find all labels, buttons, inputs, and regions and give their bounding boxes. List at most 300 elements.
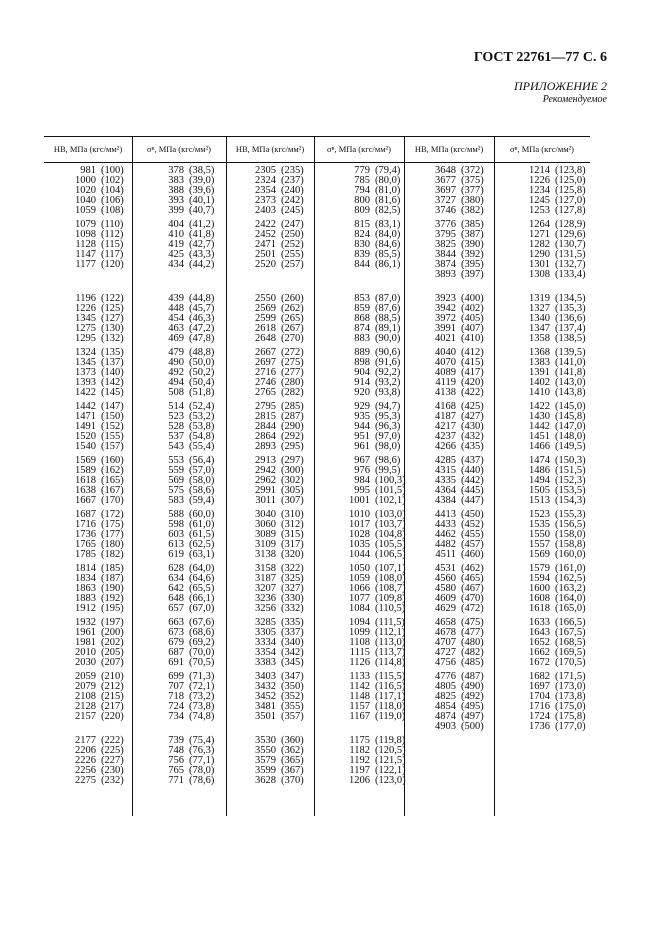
- row-group: [150, 564, 214, 614]
- row-group: [418, 456, 484, 506]
- value-kgf: (78,6): [189, 775, 215, 786]
- value-mpa: 3011: [255, 495, 276, 506]
- value-kgf: (487): [461, 671, 484, 682]
- value-mpa: 628: [168, 563, 184, 574]
- table-cell: [418, 766, 484, 776]
- value-mpa: 553: [168, 455, 184, 466]
- value-kgf: (455): [461, 529, 484, 540]
- column-divider: [314, 136, 315, 816]
- value-kgf: (158,0): [555, 529, 586, 540]
- value-mpa: 839: [354, 249, 370, 260]
- value-mpa: 2765: [255, 387, 276, 398]
- value-mpa: 3746: [435, 205, 456, 216]
- value-kgf: (90,0): [375, 333, 401, 344]
- value-mpa: 1066: [349, 583, 370, 594]
- value-mpa: 1282: [529, 239, 550, 250]
- table-cell: [150, 270, 214, 280]
- value-mpa: 3530: [255, 735, 276, 746]
- value-kgf: (300): [281, 465, 304, 476]
- row-group: [150, 672, 214, 732]
- table-cell: [58, 776, 124, 786]
- value-mpa: 1157: [349, 701, 370, 712]
- value-kgf: (330): [281, 593, 304, 604]
- value-mpa: 393: [168, 195, 184, 206]
- value-kgf: (168,5): [555, 637, 586, 648]
- value-kgf: (175,8): [555, 711, 586, 722]
- value-kgf: (84,6): [375, 239, 401, 250]
- value-mpa: 4237: [435, 431, 456, 442]
- value-mpa: 4285: [435, 455, 456, 466]
- value-mpa: 3648: [435, 165, 456, 176]
- value-kgf: (123,8): [555, 165, 586, 176]
- value-mpa: 1422: [529, 401, 550, 412]
- value-mpa: 4756: [435, 657, 456, 668]
- value-kgf: (120,5): [375, 745, 406, 756]
- value-kgf: (103,7): [375, 519, 406, 530]
- value-kgf: (111,5): [375, 617, 405, 628]
- value-kgf: (277): [281, 367, 304, 378]
- value-mpa: 2844: [255, 421, 276, 432]
- value-mpa: 929: [354, 401, 370, 412]
- value-kgf: (105,5): [375, 539, 406, 550]
- value-mpa: 1451: [529, 431, 550, 442]
- value-mpa: 1716: [529, 701, 550, 712]
- value-mpa: 748: [168, 745, 184, 756]
- value-kgf: (355): [281, 701, 304, 712]
- value-mpa: 1600: [529, 583, 550, 594]
- value-mpa: 1471: [75, 411, 96, 422]
- row-group: [238, 736, 304, 786]
- value-mpa: 4315: [435, 465, 456, 476]
- value-kgf: (345): [281, 657, 304, 668]
- value-mpa: 4629: [435, 603, 456, 614]
- value-kgf: (240): [281, 185, 304, 196]
- value-kgf: (71,3): [189, 671, 215, 682]
- value-kgf: (80,0): [375, 175, 401, 186]
- value-mpa: 1319: [529, 293, 550, 304]
- value-kgf: (380): [461, 195, 484, 206]
- value-kgf: (158,8): [555, 539, 586, 550]
- value-kgf: (131,5): [555, 249, 586, 260]
- value-kgf: (462): [461, 563, 484, 574]
- value-kgf: (317): [281, 539, 304, 550]
- value-kgf: (68,6): [189, 627, 215, 638]
- value-kgf: (70,0): [189, 647, 215, 658]
- page-header: ГОСТ 22761—77 С. 6: [473, 50, 607, 65]
- value-kgf: (50,4): [189, 377, 215, 388]
- value-kgf: (470): [461, 593, 484, 604]
- table-cell: [238, 550, 304, 560]
- value-mpa: 898: [354, 357, 370, 368]
- value-kgf: (312): [281, 519, 304, 530]
- value-kgf: (143,0): [555, 377, 586, 388]
- table-cell: [418, 206, 484, 216]
- value-mpa: 765: [168, 765, 184, 776]
- value-mpa: 378: [168, 165, 184, 176]
- value-mpa: 1513: [529, 495, 550, 506]
- value-mpa: 4874: [435, 711, 456, 722]
- value-mpa: 4168: [435, 401, 456, 412]
- row-group: [238, 348, 304, 398]
- row-group: [238, 294, 304, 344]
- value-kgf: (365): [281, 755, 304, 766]
- value-kgf: (103,0): [375, 509, 406, 520]
- value-mpa: 1059: [75, 205, 96, 216]
- value-mpa: 1040: [75, 195, 96, 206]
- table-cell: [514, 270, 586, 280]
- table-cell: [418, 388, 484, 398]
- value-mpa: 4903: [435, 721, 456, 732]
- value-mpa: 734: [168, 711, 184, 722]
- value-kgf: (113,0): [375, 637, 406, 648]
- value-kgf: (98,0): [375, 441, 401, 452]
- value-mpa: 1391: [529, 367, 550, 378]
- value-mpa: 425: [168, 249, 184, 260]
- row-group: [58, 672, 124, 732]
- row-group: [58, 736, 124, 786]
- value-mpa: 434: [168, 259, 184, 270]
- value-kgf: (81,6): [375, 195, 401, 206]
- value-kgf: (58,6): [189, 485, 215, 496]
- table-cell: [336, 722, 406, 732]
- table-cell: [150, 776, 214, 786]
- value-mpa: 454: [168, 313, 184, 324]
- value-kgf: (138,5): [555, 333, 586, 344]
- row-group: [150, 220, 214, 280]
- value-mpa: 844: [354, 259, 370, 270]
- value-mpa: 3403: [255, 671, 276, 682]
- value-kgf: (230): [101, 765, 124, 776]
- value-kgf: (58,0): [189, 475, 215, 486]
- value-kgf: (242): [281, 195, 304, 206]
- row-group: [150, 166, 214, 216]
- value-mpa: 1345: [75, 357, 96, 368]
- table-cell: [514, 550, 586, 560]
- value-mpa: 800: [354, 195, 370, 206]
- value-kgf: (347): [281, 671, 304, 682]
- value-kgf: (350): [281, 681, 304, 692]
- row-group: [238, 402, 304, 452]
- value-kgf: (121,5): [375, 755, 406, 766]
- row-group: [514, 618, 586, 668]
- table-cell: [58, 722, 124, 732]
- value-mpa: 935: [354, 411, 370, 422]
- table-cell: [514, 756, 586, 766]
- row-group: [58, 294, 124, 344]
- row-group: [336, 166, 406, 216]
- value-mpa: 1932: [75, 617, 96, 628]
- value-mpa: 1327: [529, 303, 550, 314]
- value-mpa: 3236: [255, 593, 276, 604]
- value-kgf: (167): [101, 485, 124, 496]
- value-kgf: (440): [461, 465, 484, 476]
- value-kgf: (47,2): [189, 323, 215, 334]
- value-kgf: (123,0): [375, 775, 406, 786]
- value-kgf: (56,4): [189, 455, 215, 466]
- value-kgf: (145,0): [555, 401, 586, 412]
- value-mpa: 4531: [435, 563, 456, 574]
- value-kgf: (110,5): [375, 603, 406, 614]
- value-mpa: 3923: [435, 293, 456, 304]
- value-kgf: (500): [461, 721, 484, 732]
- value-kgf: (175): [101, 519, 124, 530]
- value-kgf: (77,1): [189, 755, 215, 766]
- value-kgf: (262): [281, 303, 304, 314]
- value-mpa: 3874: [435, 259, 456, 270]
- value-mpa: 1550: [529, 529, 550, 540]
- value-kgf: (87,6): [375, 303, 401, 314]
- row-group: [58, 456, 124, 506]
- value-mpa: 3501: [255, 711, 276, 722]
- value-kgf: (227): [101, 755, 124, 766]
- row-group: [418, 672, 484, 732]
- value-mpa: 1044: [349, 549, 370, 560]
- value-mpa: 707: [168, 681, 184, 692]
- table-cell: [418, 550, 484, 560]
- value-kgf: (62,5): [189, 539, 215, 550]
- value-mpa: 1226: [529, 175, 550, 186]
- row-group: [514, 510, 586, 560]
- value-mpa: 1410: [529, 387, 550, 398]
- value-kgf: (162): [101, 465, 124, 476]
- value-mpa: 4580: [435, 583, 456, 594]
- value-mpa: 1736: [529, 721, 550, 732]
- value-kgf: (125,0): [555, 175, 586, 186]
- value-mpa: 718: [168, 691, 184, 702]
- table-cell: [150, 442, 214, 452]
- value-mpa: 1084: [349, 603, 370, 614]
- table-cell: [514, 496, 586, 506]
- value-kgf: (275): [281, 357, 304, 368]
- value-kgf: (161,0): [555, 563, 586, 574]
- value-kgf: (151,5): [555, 465, 586, 476]
- value-mpa: 1697: [529, 681, 550, 692]
- value-kgf: (87,0): [375, 293, 401, 304]
- value-mpa: 1226: [75, 303, 96, 314]
- value-mpa: 1275: [75, 323, 96, 334]
- value-kgf: (64,0): [189, 563, 215, 574]
- value-kgf: (185): [101, 563, 124, 574]
- value-kgf: (54,8): [189, 431, 215, 442]
- row-group: [514, 402, 586, 452]
- value-kgf: (112): [101, 229, 124, 240]
- table-cell: [238, 270, 304, 280]
- row-group: [150, 294, 214, 344]
- value-kgf: (402): [461, 303, 484, 314]
- value-kgf: (442): [461, 475, 484, 486]
- table-cell: [336, 776, 406, 786]
- value-kgf: (217): [101, 701, 124, 712]
- value-kgf: (129,6): [555, 229, 586, 240]
- value-kgf: (120): [101, 259, 124, 270]
- value-mpa: 4187: [435, 411, 456, 422]
- value-kgf: (265): [281, 313, 304, 324]
- value-kgf: (130): [101, 323, 124, 334]
- value-mpa: 4825: [435, 691, 456, 702]
- value-kgf: (115): [101, 239, 124, 250]
- table-cell: [238, 496, 304, 506]
- table-cell: [418, 776, 484, 786]
- table-cell: [58, 496, 124, 506]
- value-mpa: 1206: [349, 775, 370, 786]
- value-mpa: 1324: [75, 347, 96, 358]
- table-cell: [238, 604, 304, 614]
- value-mpa: 2648: [255, 333, 276, 344]
- value-kgf: (322): [281, 563, 304, 574]
- value-mpa: 1834: [75, 573, 96, 584]
- value-kgf: (48,8): [189, 347, 215, 358]
- row-group: [418, 510, 484, 560]
- table-cell: [418, 746, 484, 756]
- value-mpa: 543: [168, 441, 184, 452]
- value-mpa: 1643: [529, 627, 550, 638]
- value-kgf: (445): [461, 485, 484, 496]
- value-kgf: (63,1): [189, 549, 215, 560]
- value-mpa: 383: [168, 175, 184, 186]
- value-mpa: 859: [354, 303, 370, 314]
- value-mpa: 3825: [435, 239, 456, 250]
- value-kgf: (66,1): [189, 593, 215, 604]
- table-cell: [336, 550, 406, 560]
- value-mpa: 2991: [255, 485, 276, 496]
- table-cell: [150, 722, 214, 732]
- value-kgf: (100,3): [375, 475, 406, 486]
- value-mpa: 1814: [75, 563, 96, 574]
- value-mpa: 1358: [529, 333, 550, 344]
- column-header: σ в , МПа (кгс/мм²): [510, 144, 574, 154]
- value-mpa: 1608: [529, 593, 550, 604]
- table-cell: [238, 260, 304, 270]
- value-kgf: (430): [461, 421, 484, 432]
- value-kgf: (64,6): [189, 573, 215, 584]
- value-mpa: 815: [354, 219, 370, 230]
- value-kgf: (70,5): [189, 657, 215, 668]
- value-mpa: 1682: [529, 671, 550, 682]
- row-group: [418, 294, 484, 344]
- value-mpa: 492: [168, 367, 184, 378]
- value-mpa: 1535: [529, 519, 550, 530]
- value-mpa: 1167: [349, 711, 370, 722]
- column-header: НВ, МПа (кгс/мм²): [235, 144, 305, 154]
- value-kgf: (180): [101, 539, 124, 550]
- value-mpa: 4217: [435, 421, 456, 432]
- value-kgf: (44,2): [189, 259, 215, 270]
- column-header: σ в , МПа (кгс/мм²): [327, 144, 391, 154]
- column-header: σ в , МПа (кгс/мм²): [147, 144, 211, 154]
- value-kgf: (147,0): [555, 421, 586, 432]
- value-kgf: (69,2): [189, 637, 215, 648]
- row-group: [238, 166, 304, 216]
- value-kgf: (102): [101, 175, 124, 186]
- value-mpa: 1301: [529, 259, 550, 270]
- value-kgf: (106,5): [375, 549, 406, 560]
- value-mpa: 4335: [435, 475, 456, 486]
- value-mpa: 1017: [349, 519, 370, 530]
- row-group: [418, 402, 484, 452]
- value-kgf: (140): [101, 367, 124, 378]
- value-mpa: 2226: [75, 755, 96, 766]
- value-kgf: (150,3): [555, 455, 586, 466]
- value-kgf: (61,0): [189, 519, 215, 530]
- value-mpa: 1393: [75, 377, 96, 388]
- value-mpa: 1430: [529, 411, 550, 422]
- value-kgf: (187): [101, 573, 124, 584]
- value-kgf: (117,1): [375, 691, 406, 702]
- row-group: [238, 510, 304, 560]
- value-kgf: (397): [461, 269, 484, 280]
- value-kgf: (452): [461, 519, 484, 530]
- value-mpa: 3109: [255, 539, 276, 550]
- value-kgf: (53,2): [189, 411, 215, 422]
- value-kgf: (53,8): [189, 421, 215, 432]
- table-cell: [514, 736, 586, 746]
- value-kgf: (60,0): [189, 509, 215, 520]
- table-cell: [418, 604, 484, 614]
- value-kgf: (116,5): [375, 681, 406, 692]
- value-mpa: 2010: [75, 647, 96, 658]
- value-kgf: (96,3): [375, 421, 401, 432]
- row-group: [336, 672, 406, 732]
- value-mpa: 2059: [75, 671, 96, 682]
- value-kgf: (145,8): [555, 411, 586, 422]
- value-mpa: 3187: [255, 573, 276, 584]
- value-mpa: 699: [168, 671, 184, 682]
- table-cell: [238, 206, 304, 216]
- table-cell: [58, 658, 124, 668]
- value-kgf: (97,0): [375, 431, 401, 442]
- value-mpa: 1618: [529, 603, 550, 614]
- column-header: НВ, МПа (кгс/мм²): [53, 144, 123, 154]
- value-mpa: 1115: [349, 647, 370, 658]
- value-mpa: 2697: [255, 357, 276, 368]
- value-kgf: (40,7): [189, 205, 215, 216]
- value-mpa: 588: [168, 509, 184, 520]
- row-group: [58, 618, 124, 668]
- value-kgf: (260): [281, 293, 304, 304]
- value-mpa: 1099: [349, 627, 370, 638]
- row-group: [238, 456, 304, 506]
- table-cell: [238, 388, 304, 398]
- table-column: [418, 166, 484, 790]
- value-mpa: 1383: [529, 357, 550, 368]
- value-kgf: (142): [101, 377, 124, 388]
- value-kgf: (135,3): [555, 303, 586, 314]
- value-kgf: (245): [281, 205, 304, 216]
- value-kgf: (352): [281, 691, 304, 702]
- value-kgf: (425): [461, 401, 484, 412]
- table-cell: [58, 388, 124, 398]
- table-cell: [150, 496, 214, 506]
- value-kgf: (287): [281, 411, 304, 422]
- value-mpa: 2403: [255, 205, 276, 216]
- value-mpa: 1028: [349, 529, 370, 540]
- value-mpa: 984: [354, 475, 370, 486]
- row-group: [514, 220, 586, 280]
- value-kgf: (480): [461, 637, 484, 648]
- value-mpa: 1098: [75, 229, 96, 240]
- row-group: [336, 736, 406, 786]
- value-kgf: (257): [281, 259, 304, 270]
- value-kgf: (104,8): [375, 529, 406, 540]
- value-kgf: (292): [281, 431, 304, 442]
- value-kgf: (44,8): [189, 293, 215, 304]
- row-group: [150, 456, 214, 506]
- row-group: [58, 220, 124, 280]
- value-kgf: (125): [101, 303, 124, 314]
- value-mpa: 388: [168, 185, 184, 196]
- row-group: [336, 618, 406, 668]
- value-mpa: 976: [354, 465, 370, 476]
